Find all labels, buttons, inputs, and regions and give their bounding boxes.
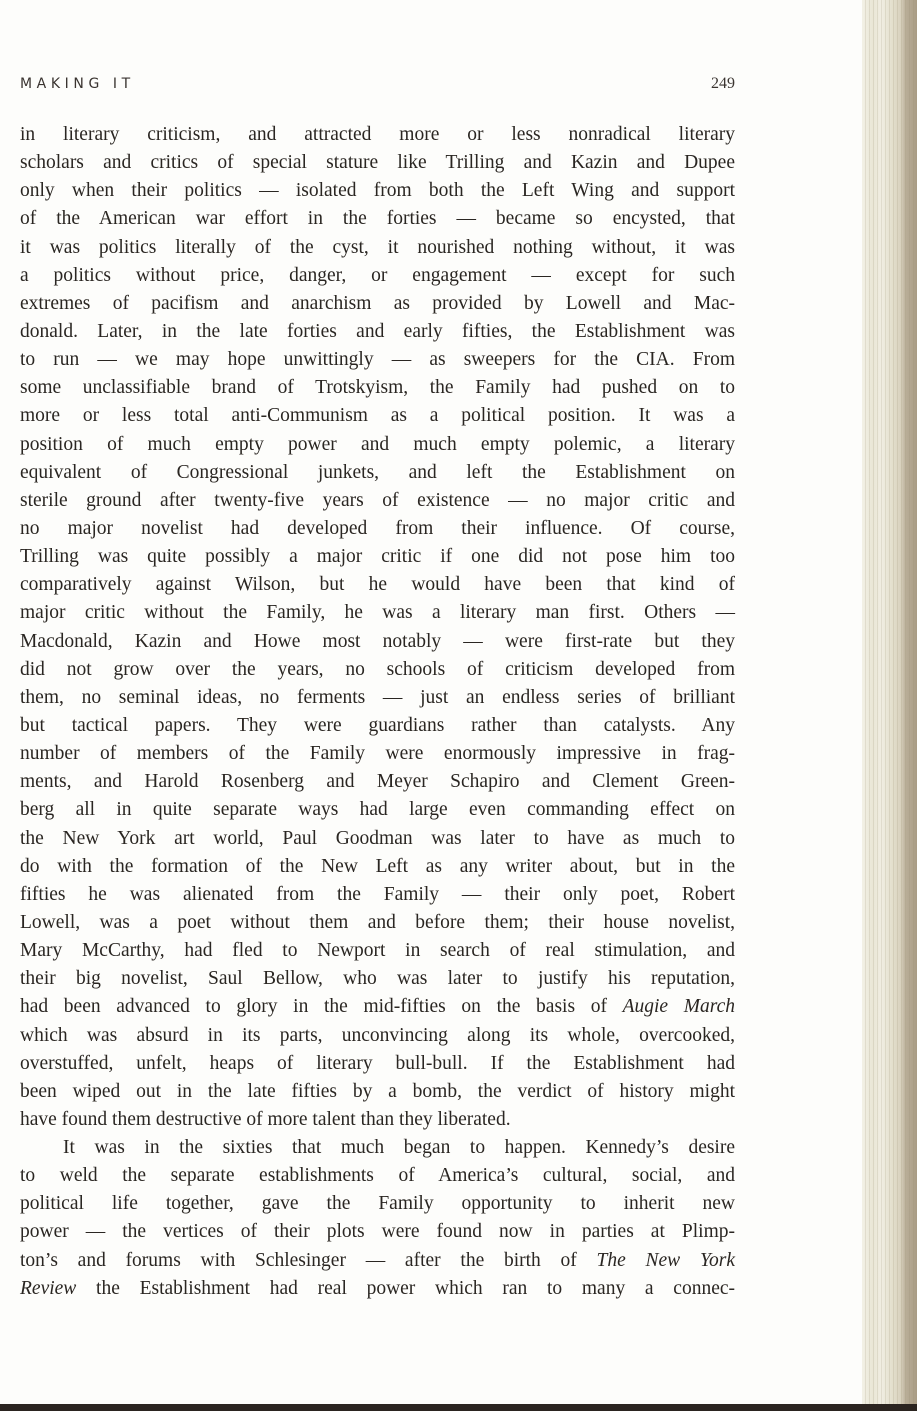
text-line	[20, 1022, 735, 1050]
text-segment: equivalent of Congressional junkets, and left the Establishment on	[20, 461, 735, 483]
text-line	[20, 937, 735, 965]
text-segment: the New York art world, Paul Goodman was later to have as much to	[20, 827, 735, 849]
text-segment: number of members of the Family were enormously impressive in frag-	[20, 743, 735, 765]
text-line	[20, 853, 735, 881]
text-segment: of the American war effort in the forties — became so encysted, that	[20, 208, 735, 230]
text-segment: in literary criticism, and attracted more or less nonradical literary	[20, 124, 735, 145]
text-line	[20, 1134, 735, 1162]
text-line	[20, 346, 735, 374]
text-segment: Macdonald, Kazin and Howe most notably — were first-rate but they	[20, 630, 735, 652]
text-segment: more or less total anti-Communism as a political position. It was a	[20, 405, 735, 427]
text-line	[20, 965, 735, 993]
text-line	[20, 290, 735, 318]
text-segment: power — the vertices of their plots were found now in parties at Plimp-	[20, 1221, 735, 1243]
text-segment: Lowell, was a poet without them and before them; their house novelist,	[20, 911, 735, 933]
text-segment: their big novelist, Saul Bellow, who was later to justify his reputation,	[20, 968, 735, 990]
text-line	[20, 796, 735, 824]
text-segment: It was in the sixties that much began to happen. Kennedy’s desire	[63, 1137, 735, 1159]
text-segment: donald. Later, in the late forties and early fifties, the Establishment was	[20, 320, 735, 342]
text-segment: sterile ground after twenty-five years of existence — no major critic and	[20, 489, 735, 511]
text-segment: no major novelist had developed from their influence. Of course,	[20, 517, 735, 539]
text-segment: scholars and critics of special stature like Trilling and Kazin and Dupee	[20, 152, 735, 174]
text-segment: ments, and Harold Rosenberg and Meyer Schapiro and Clement Green-	[20, 771, 735, 793]
text-line	[20, 881, 735, 909]
text-line	[20, 1275, 735, 1303]
italic-title: The New York	[596, 1249, 735, 1271]
text-line	[20, 1078, 735, 1106]
text-segment: some unclassifiable brand of Trotskyism, the Family had pushed on to	[20, 377, 735, 399]
text-segment: fifties he was alienated from the Family — their only poet, Robert	[20, 883, 735, 905]
text-line	[20, 1106, 735, 1134]
page-header	[20, 76, 735, 96]
text-line	[20, 459, 735, 487]
text-segment: Mary McCarthy, had fled to Newport in search of real stimulation, and	[20, 940, 735, 962]
scan-border	[0, 1404, 917, 1411]
text-segment: do with the formation of the New Left as any writer about, but in the	[20, 855, 735, 877]
text-line	[20, 740, 735, 768]
italic-title: Review	[20, 1277, 77, 1299]
text-segment: ton’s and forums with Schlesinger — after the birth of	[20, 1249, 597, 1271]
italic-title: Augie March	[622, 996, 735, 1018]
text-segment: it was politics literally of the cyst, it nourished nothing without, it was	[20, 236, 735, 258]
running-title: MAKING IT	[20, 76, 135, 92]
text-line	[20, 234, 735, 262]
text-line	[20, 374, 735, 402]
text-segment: berg all in quite separate ways had large even commanding effect on	[20, 799, 735, 821]
text-line	[20, 628, 735, 656]
text-segment: to weld the separate establishments of America’s cultural, social, and	[20, 1165, 735, 1187]
text-segment: them, no seminal ideas, no ferments — just an endless series of brilliant	[20, 686, 735, 708]
text-line	[20, 599, 735, 627]
text-line	[20, 656, 735, 684]
text-line	[20, 1218, 735, 1246]
text-line	[20, 543, 735, 571]
text-line	[20, 712, 735, 740]
text-segment: comparatively against Wilson, but he would have been that kind of	[20, 574, 735, 596]
page-number: 249	[711, 75, 735, 92]
text-segment: had been advanced to glory in the mid-fifties on the basis of	[20, 996, 623, 1018]
text-line	[20, 431, 735, 459]
text-line	[20, 177, 735, 205]
text-segment: but tactical papers. They were guardians rather than catalysts. Any	[20, 714, 735, 736]
text-segment: a politics without price, danger, or engagement — except for such	[20, 264, 735, 286]
text-line	[20, 515, 735, 543]
text-segment: been wiped out in the late fifties by a bomb, the verdict of history might	[20, 1080, 735, 1102]
text-segment: have found them destructive of more talent than they liberated.	[20, 1108, 511, 1130]
text-segment: extremes of pacifism and anarchism as provided by Lowell and Mac-	[20, 292, 735, 314]
page-edges	[862, 0, 917, 1411]
text-segment: overstuffed, unfelt, heaps of literary bull-bull. If the Establishment had	[20, 1052, 735, 1074]
text-segment: to run — we may hope unwittingly — as sweepers for the CIA. From	[20, 349, 735, 371]
text-line	[20, 1162, 735, 1190]
text-line	[20, 909, 735, 937]
text-line	[20, 1247, 735, 1275]
text-segment: major critic without the Family, he was a literary man first. Others —	[20, 602, 735, 624]
text-segment: position of much empty power and much empty polemic, a literary	[20, 433, 735, 455]
text-line	[20, 1190, 735, 1218]
text-line	[20, 768, 735, 796]
text-line	[20, 1050, 735, 1078]
text-line	[20, 121, 735, 149]
text-line	[20, 571, 735, 599]
text-line	[20, 993, 735, 1021]
text-line	[20, 205, 735, 233]
text-line	[20, 402, 735, 430]
text-line	[20, 684, 735, 712]
body-text	[20, 121, 735, 1303]
text-segment: the Establishment had real power which ran to many a connec-	[76, 1277, 735, 1299]
text-segment: Trilling was quite possibly a major critic if one did not pose him too	[20, 546, 735, 568]
text-line	[20, 487, 735, 515]
text-segment: only when their politics — isolated from both the Left Wing and support	[20, 180, 735, 202]
text-segment: which was absurd in its parts, unconvincing along its whole, overcooked,	[20, 1024, 735, 1046]
text-line	[20, 318, 735, 346]
text-line	[20, 262, 735, 290]
text-segment: did not grow over the years, no schools of criticism developed from	[20, 658, 735, 680]
text-line	[20, 825, 735, 853]
text-line	[20, 149, 735, 177]
text-segment: political life together, gave the Family opportunity to inherit new	[20, 1193, 735, 1215]
